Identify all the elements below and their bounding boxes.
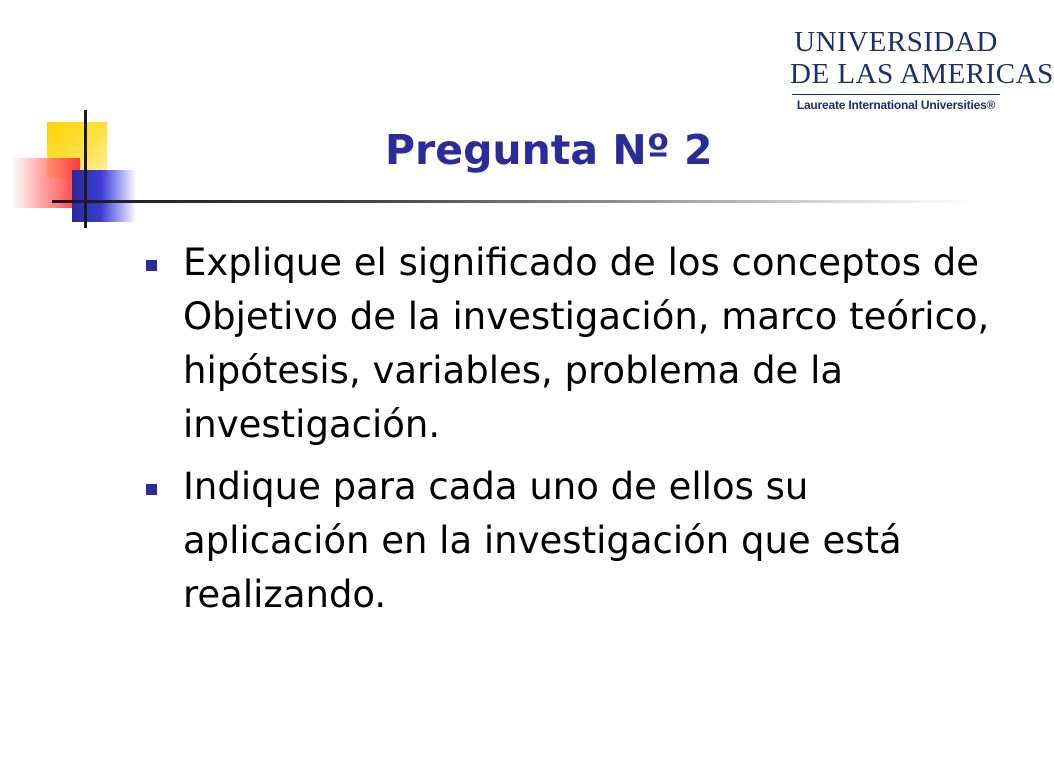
bullet-list <box>146 236 996 630</box>
bullet-text: Explique el significado de los conceptos de Objetivo de la investigación, marco teórico, hipótesis, variables, problema de la investigación. <box>183 241 990 446</box>
bullet-text: Indique para cada uno de ellos su aplicación en la investigación que está realizando. <box>183 465 902 616</box>
bullet-item <box>146 460 996 622</box>
bullet-square-icon <box>146 260 157 271</box>
logo-subtitle: Laureate International Universities® <box>796 98 996 112</box>
logo-rule <box>792 94 1000 95</box>
blue-square-decoration <box>72 170 136 222</box>
bullet-item <box>146 236 996 452</box>
logo-line-1: UNIVERSIDAD <box>794 26 998 58</box>
title-underline-rule <box>52 200 972 203</box>
slide-title: Pregunta Nº 2 <box>385 126 713 174</box>
logo-line-2: DE LAS AMERICAS <box>790 58 1054 90</box>
university-logo <box>790 26 1054 112</box>
corner-decoration <box>0 0 160 240</box>
bullet-square-icon <box>146 484 157 495</box>
vertical-rule <box>84 110 87 228</box>
